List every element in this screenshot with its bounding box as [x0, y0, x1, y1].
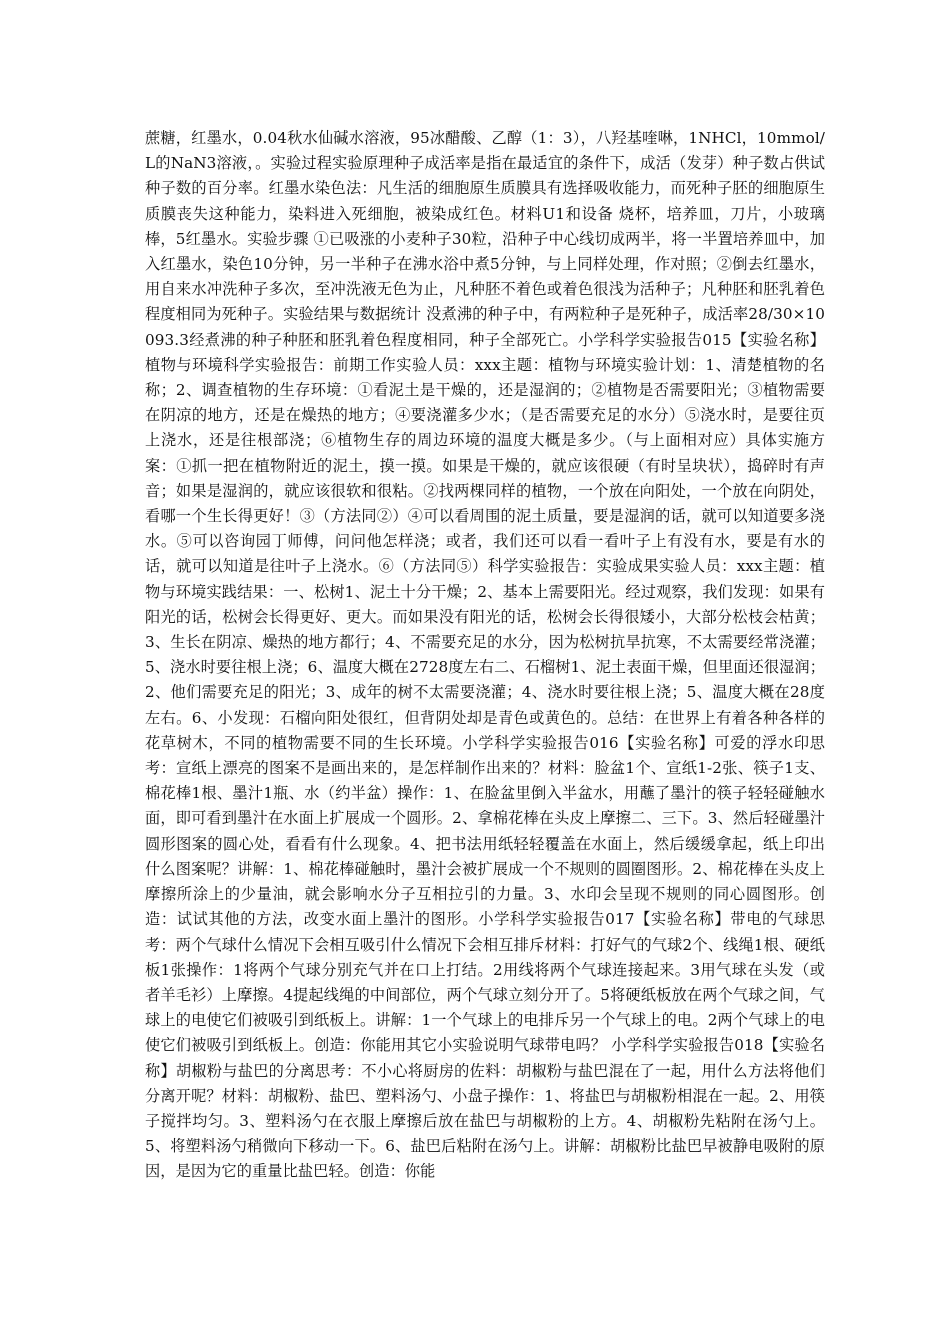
body-paragraph: 蔗糖，红墨水，0.04秋水仙碱水溶液，95冰醋酸、乙醇（1：3），八羟基喹啉，1NHCl，10mmol/L的NaN3溶液，。实验过程实验原理种子成活率是指在最适宜的条件下，成活（发芽）种子数占供试种子数的百分率。红墨水染色法：凡生活的细胞原生质膜具有选择吸收能力，而死种子胚的细胞原生质膜丧失这种能力，染料进入死细胞，被染成红色。材料U1和设备 烧杯，培养皿，刀片，小玻璃棒，5红墨水。实验步骤 ①已吸涨的小麦种子30粒，沿种子中心线切成两半，将一半置培养皿中，加入红墨水，染色10分钟，另一半种子在沸水浴中煮5分钟，与上同样处理，作对照；②倒去红墨水，用自来水冲洗种子多次，至冲洗液无色为止，凡种胚不着色或着色很浅为活种子；凡种胚和胚乳着色程度相同为死种子。实验结果与数据统计 没煮沸的种子中，有两粒种子是死种子，成活率28/30×10093.3经煮沸的种子种胚和胚乳着色程度相同，种子全部死亡。小学科学实验报告015【实验名称】植物与环境科学实验报告：前期工作实验人员：xxx主题：植物与环境实验计划：1、清楚植物的名称；2、调查植物的生存环境：①看泥土是干燥的，还是湿润的；②植物是否需要阳光；③植物需要在阴凉的地方，还是在燥热的地方；④要浇灌多少水；（是否需要充足的水分）⑤浇水时，是要往页上浇水，还是往根部浇；⑥植物生存的周边环境的温度大概是多少。（与上面相对应）具体实施方案：①抓一把在植物附近的泥土，摸一摸。如果是干燥的，就应该很硬（有时呈块状），捣碎时有声音；如果是湿润的，就应该很软和很粘。②找两棵同样的植物，一个放在向阳处，一个放在向阴处，看哪一个生长得更好！③（方法同②）④可以看周围的泥土质量，要是湿润的话，就可以知道要多浇水。⑤可以咨询园丁师傅，问问他怎样浇；或者，我们还可以看一看叶子上有没有水，要是有水的话，就可以知道是往叶子上浇水。⑥（方法同⑤）科学实验报告：实验成果实验人员：xxx主题：植物与环境实践结果：一、松树1、泥土十分干燥；2、基本上需要阳光。经过观察，我们发现：如果有阳光的话，松树会长得更好、更大。而如果没有阳光的话，松树会长得很矮小，大部分松枝会枯黄；3、生长在阴凉、燥热的地方都行；4、不需要充足的水分，因为松树抗旱抗寒，不太需要经常浇灌；5、浇水时要往根上浇；6、温度大概在2728度左右二、石榴树1、泥土表面干燥，但里面还很湿润；2、他们需要充足的阳光；3、成年的树不太需要浇灌；4、浇水时要往根上浇；5、温度大概在28度左右。6、小发现：石榴向阳处很红，但背阴处却是青色或黄色的。总结：在世界上有着各种各样的花草树木，不同的植物需要不同的生长环境。小学科学实验报告016【实验名称】可爱的浮水印思考：宣纸上漂亮的图案不是画出来的，是怎样制作出来的？材料：脸盆1个、宣纸1-2张、筷子1支、棉花棒1根、墨汁1瓶、水（约半盆）操作：1、在脸盆里倒入半盆水，用蘸了墨汁的筷子轻轻碰触水面，即可看到墨汁在水面上扩展成一个圆形。2、拿棉花棒在头皮上摩擦二、三下。3、然后轻碰墨汁圆形图案的圆心处，看看有什么现象。4、把书法用纸轻轻覆盖在水面上，然后缓缓拿起，纸上印出什么图案呢？讲解：1、棉花棒碰触时，墨汁会被扩展成一个不规则的圆圈图形。2、棉花棒在头皮上摩擦所涂上的少量油，就会影响水分子互相拉引的力量。3、水印会呈现不规则的同心圆图形。创造：试试其他的方法，改变水面上墨汁的图形。小学科学实验报告017【实验名称】带电的气球思考：两个气球什么情况下会相互吸引什么情况下会相互排斥材料：打好气的气球2个、线绳1根、硬纸板1张操作：1将两个气球分别充气并在口上打结。2用线将两个气球连接起来。3用气球在头发（或者羊毛衫）上摩擦。4提起线绳的中间部位，两个气球立刻分开了。5将硬纸板放在两个气球之间，气球上的电使它们被吸引到纸板上。讲解：1一个气球上的电排斥另一个气球上的电。2两个气球上的电使它们被吸引到纸板上。创造：你能用其它小实验说明气球带电吗？ 小学科学实验报告018【实验名称】胡椒粉与盐巴的分离思考：不小心将厨房的佐料：胡椒粉与盐巴混在了一起，用什么方法将他们分离开呢？材料：胡椒粉、盐巴、塑料汤勺、小盘子操作：1、将盐巴与胡椒粉相混在一起。2、用筷子搅拌均匀。3、塑料汤勺在衣服上摩擦后放在盐巴与胡椒粉的上方。4、胡椒粉先粘附在汤勺上。5、将塑料汤勺稍微向下移动一下。6、盐巴后粘附在汤勺上。讲解：胡椒粉比盐巴早被静电吸附的原因，是因为它的重量比盐巴轻。创造：你能: [145, 129, 825, 1181]
